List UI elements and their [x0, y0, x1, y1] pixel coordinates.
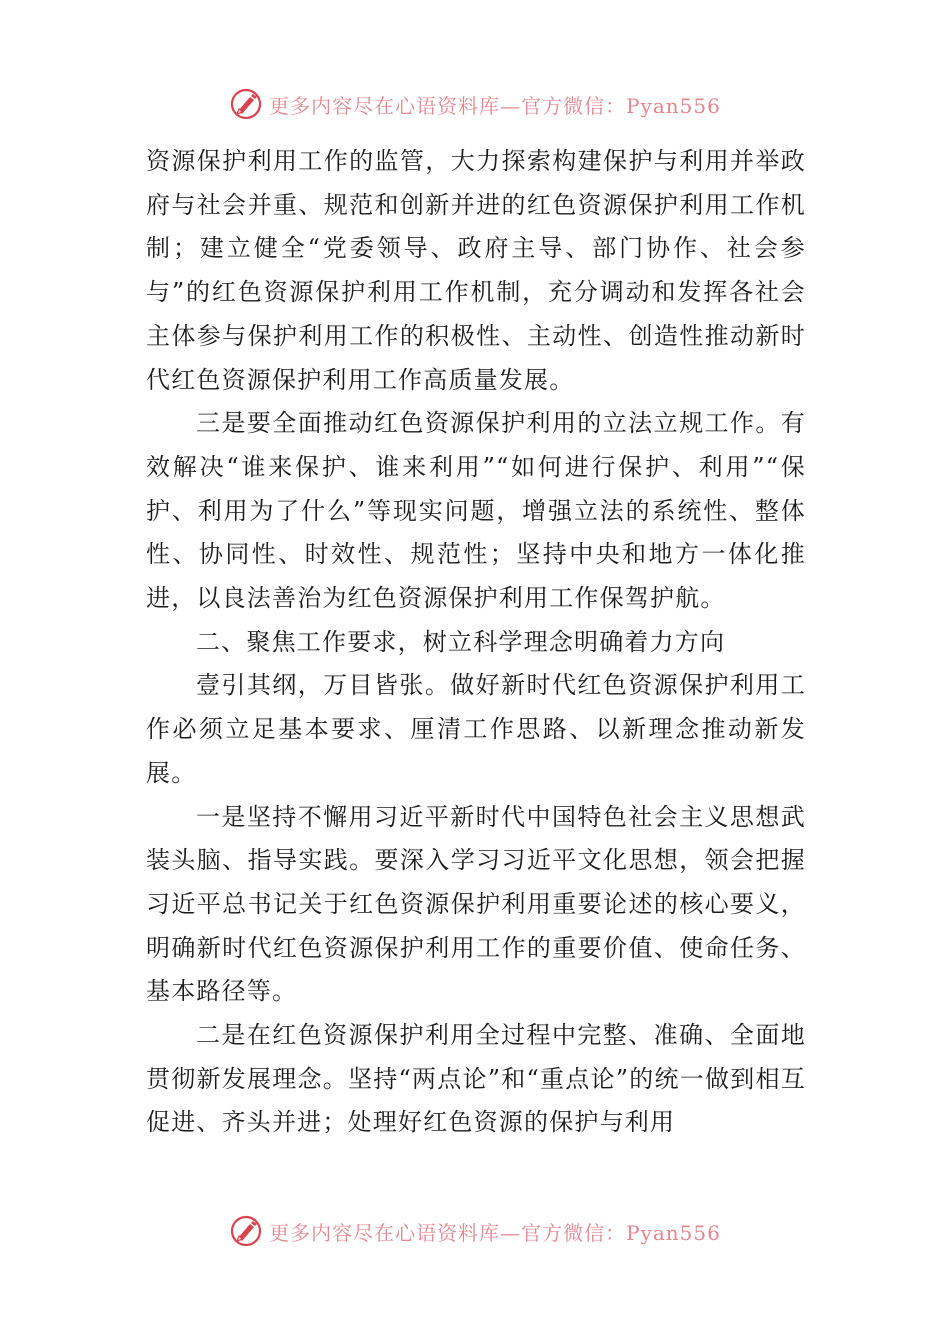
paragraph-point-one: 一是坚持不懈用习近平新时代中国特色社会主义思想武装头脑、指导实践。要深入学习习近平文化思想，领会把握习近平总书记关于红色资源保护利用重要论述的核心要义，明确新时代红色资源保护利用工作的重要价值、使命任务、基本路径等。	[146, 802, 806, 1006]
paragraph-legislation: 三是要全面推动红色资源保护利用的立法立规工作。有效解决“谁来保护、谁来利用”“如何进行保护、利用”“保护、利用为了什么”等现实问题，增强立法的系统性、整体性、协同性、时效性、规范性；坚持中央和地方一体化推进，以良法善治为红色资源保护利用工作保驾护航。	[146, 409, 806, 613]
footer-banner	[0, 1211, 950, 1251]
document-body	[146, 140, 806, 1145]
pen-seal-logo-icon	[229, 87, 263, 121]
banner-text: 更多内容尽在心语资料库—官方微信：Pyan556	[269, 1220, 721, 1245]
paragraph-intro: 壹引其纲，万目皆张。做好新时代红色资源保护利用工作必须立足基本要求、厘清工作思路、以新理念推动新发展。	[146, 671, 806, 787]
section-heading: 二、聚焦工作要求，树立科学理念明确着力方向	[196, 627, 726, 656]
banner-text: 更多内容尽在心语资料库—官方微信：Pyan556	[269, 93, 721, 118]
paragraph-continuation: 资源保护利用工作的监管，大力探索构建保护与利用并举政府与社会并重、规范和创新并进的红色资源保护利用工作机制；建立健全“党委领导、政府主导、部门协作、社会参与”的红色资源保护利用工作机制，充分调动和发挥各社会主体参与保护利用工作的积极性、主动性、创造性推动新时代红色资源保护利用工作高质量发展。	[146, 147, 806, 394]
pen-seal-logo-icon	[229, 1214, 263, 1248]
paragraph-point-two: 二是在红色资源保护利用全过程中完整、准确、全面地贯彻新发展理念。坚持“两点论”和“重点论”的统一做到相互促进、齐头并进；处理好红色资源的保护与利用	[146, 1021, 806, 1137]
header-banner	[0, 84, 950, 124]
